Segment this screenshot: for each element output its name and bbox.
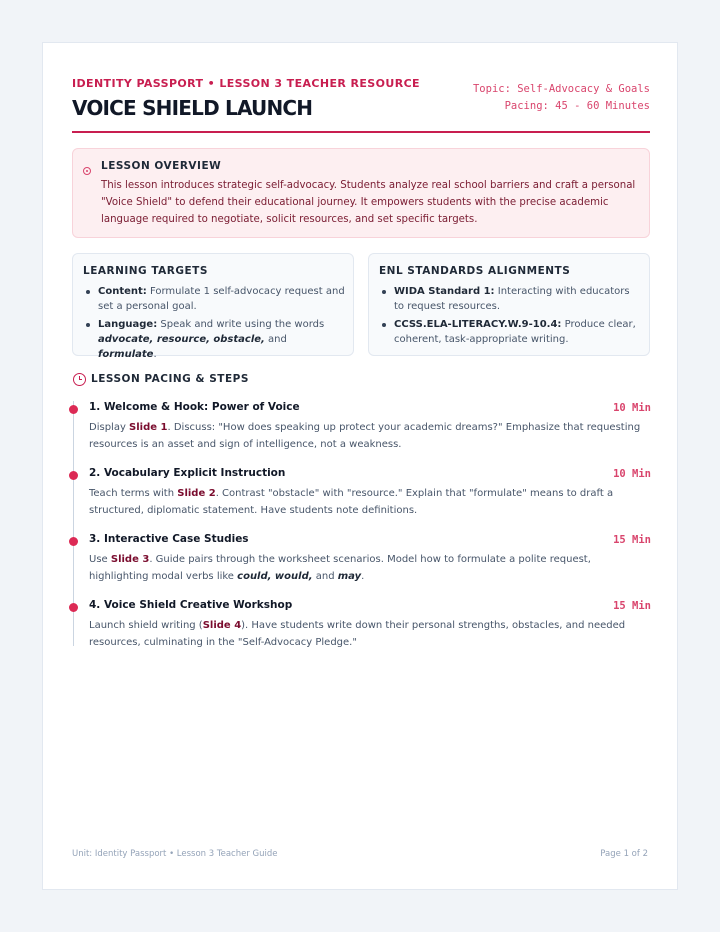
item-label: WIDA Standard 1:	[394, 286, 495, 297]
slide-ref: Slide 2	[177, 488, 216, 499]
pacing-title: LESSON PACING & STEPS	[91, 373, 249, 385]
step-time: 15 Min	[613, 534, 651, 546]
timeline-dot	[69, 471, 78, 480]
learning-targets-list	[83, 284, 345, 365]
step-description: Display Slide 1. Discuss: "How does speaking up protect your academic dreams?" Emphasize that requesting resources is an asset and sign of intelligence, not a weakness.	[89, 422, 641, 450]
timeline-dot	[69, 537, 78, 546]
list-item	[83, 317, 345, 362]
pacing-timeline	[73, 401, 650, 646]
pacing-text: Pacing: 45 - 60 Minutes	[504, 100, 650, 112]
lesson-kicker: IDENTITY PASSPORT • LESSON 3 TEACHER RESOURCE	[72, 77, 420, 90]
standards-card	[368, 253, 650, 356]
footer-unit: Unit: Identity Passport • Lesson 3 Teacher Guide	[72, 849, 278, 859]
timeline-dot	[69, 405, 78, 414]
page-title: VOICE SHIELD LAUNCH	[72, 96, 313, 120]
standards-list	[379, 284, 641, 350]
slide-ref: Slide 4	[202, 620, 242, 631]
page-number: Page 1 of 2	[600, 849, 648, 859]
learning-targets-card	[72, 253, 354, 360]
list-item	[83, 284, 345, 314]
step-time: 15 Min	[613, 600, 651, 612]
document-page	[42, 42, 678, 890]
slide-ref: Slide 3	[110, 554, 150, 565]
header-divider	[72, 131, 650, 133]
overview-text: This lesson introduces strategic self-advocacy. Students analyze real school barriers and craft a personal "Voice Shield" to defend their educational journey. It empowers students with the precise academic language required to negotiate, solicit resources, and set specific targets.	[101, 180, 636, 225]
item-text: .	[153, 349, 157, 360]
item-label: Language:	[98, 319, 158, 330]
step-description: Launch shield writing (Slide 4). Have students write down their personal strengths, obstacles, and needed resources, culminating in the "Self-Advocacy Pledge."	[89, 620, 626, 648]
step-description: Teach terms with Slide 2. Contrast "obstacle" with "resource." Explain that "formulate" means to draft a structured, diplomatic statement. Have students note definitions.	[89, 488, 614, 516]
step-title: 2. Vocabulary Explicit Instruction	[89, 467, 286, 479]
step-time: 10 Min	[613, 402, 651, 414]
item-text: Formulate 1 self-advocacy request and set a personal goal.	[98, 286, 345, 312]
header	[72, 77, 650, 120]
slide-ref: Slide 1	[129, 422, 168, 433]
standards-title: ENL STANDARDS ALIGNMENTS	[379, 265, 571, 277]
target-icon	[83, 167, 91, 175]
modal-verb: may	[337, 571, 362, 582]
vocab-term: formulate	[98, 349, 154, 360]
clock-icon	[73, 373, 86, 386]
timeline-dot	[69, 603, 78, 612]
lesson-meta	[473, 81, 650, 115]
overview-title: LESSON OVERVIEW	[101, 160, 222, 172]
item-label: CCSS.ELA-LITERACY.W.9-10.4:	[394, 319, 562, 330]
list-item	[379, 317, 641, 347]
step-title: 3. Interactive Case Studies	[89, 533, 249, 545]
lesson-overview-box	[72, 148, 650, 238]
item-text: Speak and write using the words	[157, 319, 325, 330]
item-text: Produce clear, coherent, task-appropriate writing.	[394, 319, 636, 345]
topic-text: Topic: Self-Advocacy & Goals	[472, 83, 650, 95]
modal-verbs: could, would,	[237, 571, 313, 582]
learning-targets-title: LEARNING TARGETS	[83, 265, 208, 277]
vocab-terms: advocate, resource, obstacle,	[98, 334, 265, 345]
step-description: Use Slide 3. Guide pairs through the worksheet scenarios. Model how to formulate a polite request, highlighting modal verbs like could, would, and may.	[89, 554, 591, 582]
step-title: 4. Voice Shield Creative Workshop	[89, 599, 293, 611]
step-time: 10 Min	[613, 468, 651, 480]
item-text: Interacting with educators to request resources.	[394, 286, 630, 312]
item-text: and	[264, 334, 287, 345]
list-item	[379, 284, 641, 314]
step-title: 1. Welcome & Hook: Power of Voice	[89, 401, 300, 413]
item-label: Content:	[98, 286, 147, 297]
